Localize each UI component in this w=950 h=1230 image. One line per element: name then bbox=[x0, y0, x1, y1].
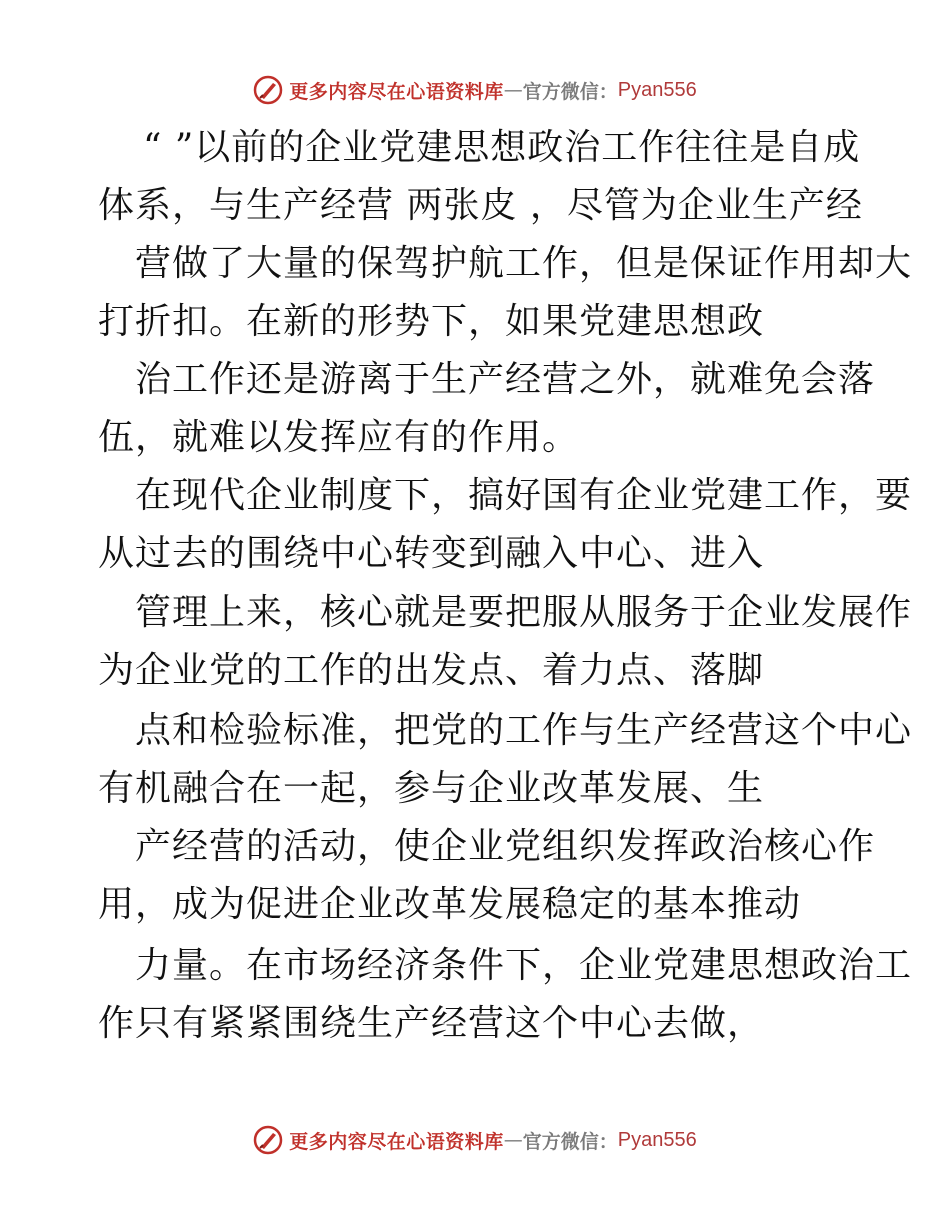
text-line: 力量。在市场经济条件下，企业党建思想政治工 bbox=[135, 945, 913, 986]
watermark-site-text: 更多内容尽在心语资料库 bbox=[289, 80, 504, 103]
watermark-wechat-label: 官方微信： bbox=[522, 80, 618, 103]
text-line: 营做了大量的保驾护航工作，但是保证作用却大 bbox=[135, 243, 913, 284]
watermark-site-text: 更多内容尽在心语资料库 bbox=[289, 1130, 504, 1153]
footer-watermark bbox=[0, 1120, 950, 1160]
text-line: 有机融合在一起，参与企业改革发展、生 bbox=[98, 768, 765, 809]
text-line: 点和检验标准，把党的工作与生产经营这个中心 bbox=[135, 710, 913, 751]
quill-pen-icon bbox=[253, 1125, 283, 1155]
text-line: 体系，与生产经营 两张皮 ，尽管为企业生产经 bbox=[98, 185, 863, 226]
text-line: 在现代企业制度下，搞好国有企业党建工作，要 bbox=[135, 475, 913, 516]
text-line: 用，成为促进企业改革发展稳定的基本推动 bbox=[98, 884, 802, 925]
watermark-wechat-id: Pyan556 bbox=[617, 78, 697, 101]
text-line: 产经营的活动，使企业党组织发挥政治核心作 bbox=[135, 826, 876, 867]
text-line: 从过去的围绕中心转变到融入中心、进入 bbox=[98, 533, 765, 574]
text-line: 为企业党的工作的出发点、着力点、落脚 bbox=[98, 650, 765, 691]
text-line: 打折扣。在新的形势下，如果党建思想政 bbox=[98, 301, 765, 342]
text-line: 治工作还是游离于生产经营之外，就难免会落 bbox=[135, 359, 876, 400]
watermark-dash: — bbox=[503, 79, 523, 101]
text-line: “ ”以前的企业党建思想政治工作往往是自成 bbox=[143, 127, 861, 168]
text-line: 管理上来，核心就是要把服从服务于企业发展作 bbox=[135, 592, 913, 633]
watermark-wechat-id: Pyan556 bbox=[617, 1128, 697, 1151]
text-line: 伍，就难以发挥应有的作用。 bbox=[98, 417, 580, 458]
text-line: 作只有紧紧围绕生产经营这个中心去做， bbox=[98, 1003, 765, 1044]
watermark-wechat-label: 官方微信： bbox=[522, 1130, 618, 1153]
watermark-dash: — bbox=[503, 1129, 523, 1151]
